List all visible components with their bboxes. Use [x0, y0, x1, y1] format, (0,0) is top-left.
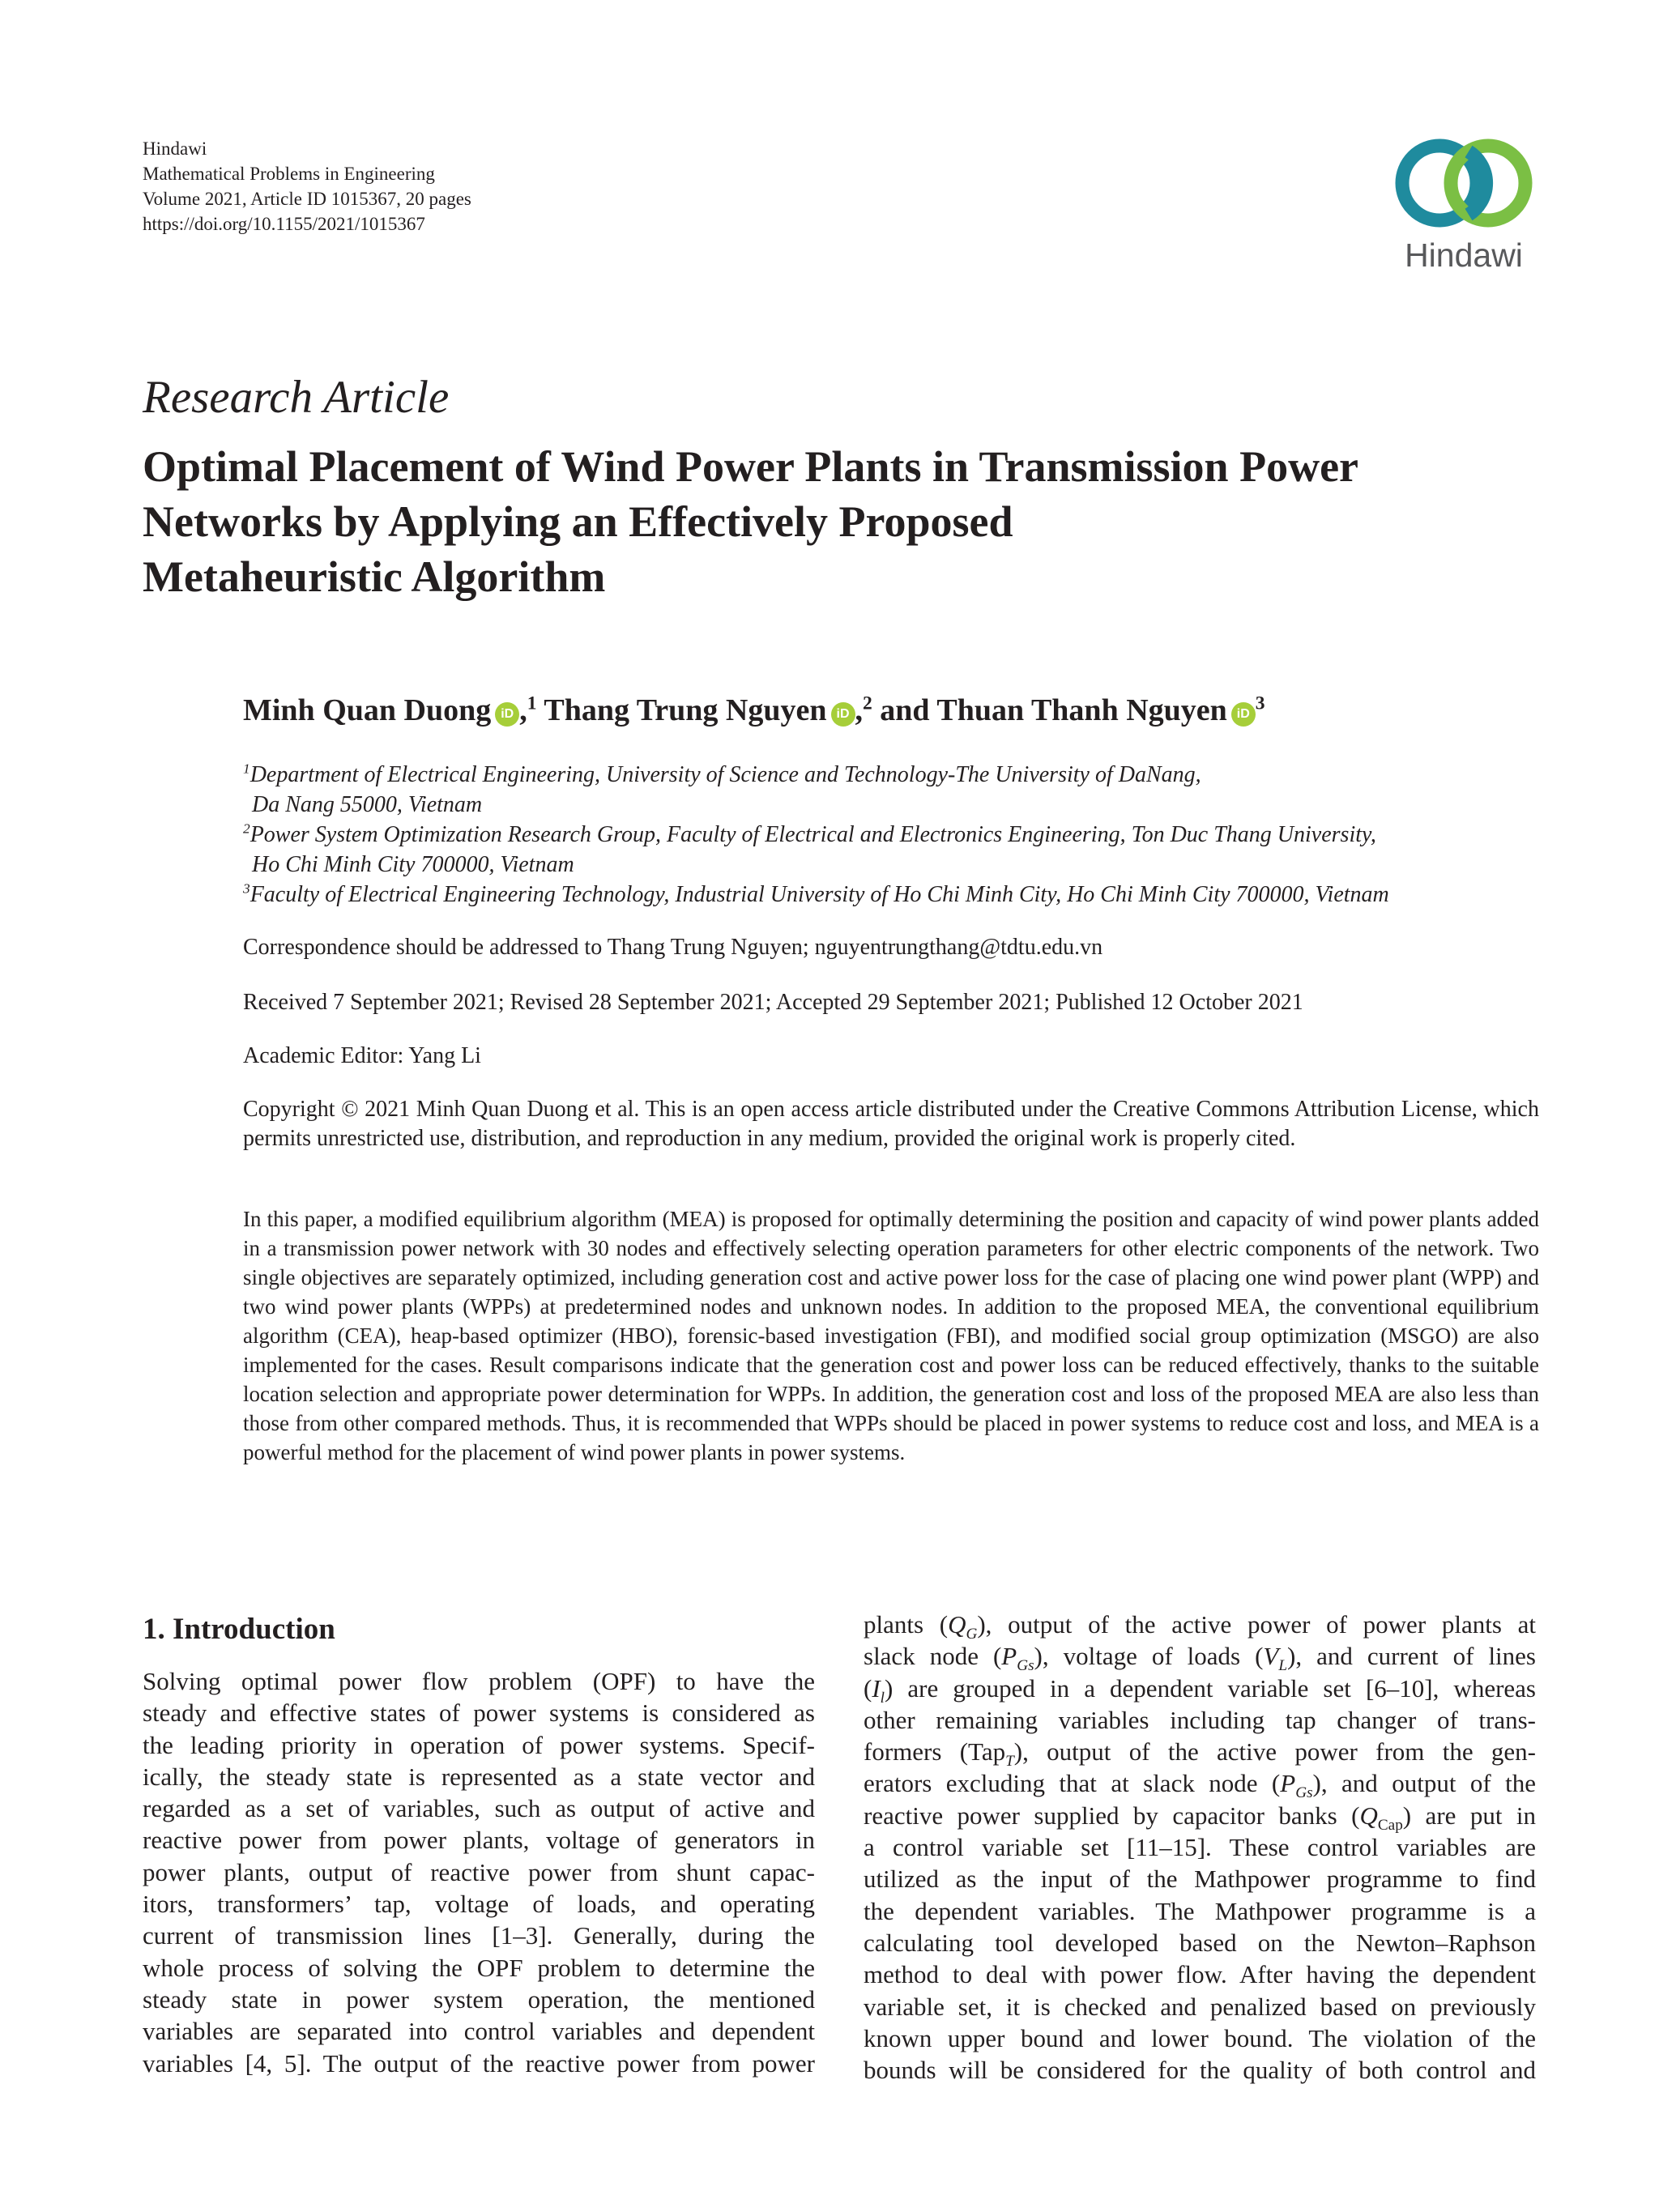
body-line: known upper bound and lower bound. The violation of the — [864, 2023, 1536, 2052]
body-line: bounds will be considered for the quality of both control and — [864, 2056, 1536, 2085]
text-run: reactive power supplied by capacitor banks ( — [864, 1801, 1360, 1830]
abstract: In this paper, a modified equilibrium algorithm (MEA) is proposed for optimally determining the position and capacity of wind power plants added in a transmission power network with 30 nodes and effectively selecting operation parameters for other electric components of the network. Two single objectives are separately optimized, including generation cost and active power loss for the case of placing one wind power plant (WPP) and two wind power plants (WPPs) at predetermined nodes and unknown nodes. In addition to the proposed MEA, the conventional equilibrium algorithm (CEA), heap-based optimizer (HBO), forensic-based investigation (FBI), and modified social group optimization (MSGO) are also implemented for the cases. Result comparisons indicate that the generation cost and power loss can be reduced effectively, thanks to the suitable location selection and appropriate power determination for WPPs. In addition, the generation cost and loss of the proposed MEA are also less than those from other compared methods. Thus, it is recommended that WPPs should be placed in power systems to reduce cost and loss, and MEA is a powerful method for the placement of wind power plants in power systems. — [243, 1207, 1539, 1464]
affiliation-text: Power System Optimization Research Group, Faculty of Electrical and Electronics Engineering, Ton Duc Thang University, — [249, 822, 1376, 847]
title-line: Metaheuristic Algorithm — [143, 552, 606, 601]
article-type: Research Article — [143, 372, 450, 423]
volume-info: Volume 2021, Article ID 1015367, 20 pages — [143, 189, 471, 209]
publisher-name: Hindawi — [143, 139, 207, 159]
affiliation-item — [243, 880, 1389, 910]
author-name: Minh Quan Duong — [243, 693, 492, 727]
author-affil-number: 1 — [527, 693, 537, 714]
doi-link[interactable]: https://doi.org/10.1155/2021/1015367 — [143, 214, 425, 234]
math-subscript: G — [966, 1626, 978, 1643]
intro-left-column — [143, 1665, 815, 2079]
text-run: ) are put in — [1402, 1801, 1536, 1830]
affiliation-text: Faculty of Electrical Engineering Technology, Industrial University of Ho Chi Minh City, Ho Chi Minh City 700000, Vietnam — [249, 882, 1389, 907]
hindawi-logo-text: Hindawi — [1405, 237, 1523, 274]
math-subscript: L — [1278, 1657, 1288, 1675]
author-separator: , — [855, 693, 864, 727]
body-line: other remaining variables including tap changer of trans- — [864, 1705, 1536, 1734]
body-line — [864, 1767, 1536, 1802]
text-run: ), output of the active power from the gen- — [1013, 1737, 1536, 1767]
body-line — [864, 1609, 1536, 1643]
math-subscript: Cap — [1377, 1816, 1403, 1834]
hindawi-logo[interactable] — [1387, 136, 1541, 275]
orcid-icon[interactable]: iD — [1231, 702, 1256, 727]
section-heading: 1. Introduction — [143, 1613, 335, 1646]
body-line: steady and effective states of power systems is considered as — [143, 1698, 815, 1728]
publication-dates: Received 7 September 2021; Revised 28 September 2021; Accepted 29 September 2021; Published 12 October 2021 — [243, 990, 1303, 1015]
journal-info — [143, 136, 471, 237]
text-run: ), and output of the — [1312, 1769, 1536, 1798]
body-line: method to deal with power flow. After having the dependent — [864, 1960, 1536, 1989]
text-run: formers (Tap — [864, 1737, 1006, 1767]
body-line — [864, 1673, 1536, 1707]
affiliation-text: Da Nang 55000, Vietnam — [252, 792, 483, 817]
math-subscript: Gs — [1295, 1784, 1313, 1802]
affiliation-item — [243, 760, 1389, 790]
body-line: whole process of solving the OPF problem to determine the — [143, 1953, 815, 1982]
author-separator: , — [519, 693, 527, 727]
affiliation-text: Department of Electrical Engineering, University of Science and Technology-The University of DaNang, — [249, 762, 1201, 787]
text-run: ), output of the active power of power plants at — [977, 1610, 1536, 1639]
body-line: steady state in power system operation, the mentioned — [143, 1984, 815, 2014]
article-title — [143, 439, 1544, 604]
math-subscript: l — [880, 1689, 885, 1707]
affiliation-item — [243, 820, 1389, 850]
math-symbol: P — [1280, 1769, 1296, 1798]
body-line — [864, 1800, 1536, 1834]
correspondence: Correspondence should be addressed to Thang Trung Nguyen; nguyentrungthang@tdtu.edu.vn — [243, 935, 1103, 960]
text-run: erators excluding that at slack node ( — [864, 1769, 1281, 1798]
text-run: ) are grouped in a dependent variable set [6–10], whereas — [885, 1673, 1536, 1703]
text-run: ), voltage of loads ( — [1034, 1642, 1264, 1671]
math-symbol: I — [872, 1673, 881, 1703]
body-line: variables [4, 5]. The output of the reactive power from power — [143, 2048, 815, 2078]
affiliation-number: 2 — [243, 820, 250, 837]
body-line — [864, 1736, 1536, 1771]
journal-name: Mathematical Problems in Engineering — [143, 164, 435, 184]
intro-right-column — [864, 1609, 1536, 2086]
text-run: slack node ( — [864, 1642, 1002, 1671]
academic-editor: Academic Editor: Yang Li — [243, 1043, 481, 1068]
body-line: power plants, output of reactive power from shunt capac- — [143, 1857, 815, 1886]
hindawi-logo-icon — [1391, 136, 1537, 233]
body-line: regarded as a set of variables, such as output of active and — [143, 1794, 815, 1823]
math-symbol: Q — [948, 1610, 966, 1639]
text-run: ( — [864, 1673, 872, 1703]
math-subscript: Gs — [1017, 1657, 1034, 1675]
author-list — [243, 693, 1265, 728]
affiliation-text: Ho Chi Minh City 700000, Vietnam — [252, 852, 574, 877]
math-symbol: P — [1001, 1642, 1017, 1671]
body-line: utilized as the input of the Mathpower programme to find — [864, 1865, 1536, 1894]
body-line: the leading priority in operation of power systems. Specif- — [143, 1730, 815, 1759]
body-line: itors, transformers’ tap, voltage of loads, and operating — [143, 1890, 815, 1919]
author-affil-number: 2 — [863, 693, 872, 714]
body-line: calculating tool developed based on the Newton–Raphson — [864, 1928, 1536, 1957]
math-symbol: Q — [1359, 1801, 1378, 1830]
body-line: reactive power from power plants, voltage of generators in — [143, 1826, 815, 1855]
affiliation-number: 3 — [243, 880, 250, 897]
affiliations — [243, 760, 1389, 910]
orcid-icon[interactable]: iD — [495, 702, 519, 727]
body-line: a control variable set [11–15]. These control variables are — [864, 1833, 1536, 1862]
body-line: the dependent variables. The Mathpower programme is a — [864, 1896, 1536, 1925]
body-line: Solving optimal power flow problem (OPF) to have the — [143, 1667, 815, 1695]
text-run: plants ( — [864, 1610, 949, 1639]
title-line: Optimal Placement of Wind Power Plants in Transmission Power — [143, 442, 1359, 491]
body-line — [864, 1640, 1536, 1675]
author-conjunction: and — [872, 693, 937, 727]
body-line: current of transmission lines [1–3]. Generally, during the — [143, 1921, 815, 1950]
copyright-notice: Copyright © 2021 Minh Quan Duong et al. This is an open access article distributed under the Creative Commons Attribution License, which permits unrestricted use, distribution, and reproduction in any medium, provided the original work is properly cited. — [243, 1097, 1539, 1151]
math-symbol: V — [1263, 1642, 1279, 1671]
author-name: Thang Trung Nguyen — [544, 693, 827, 727]
math-subscript: T — [1005, 1753, 1014, 1771]
text-run: ), and current of lines — [1287, 1642, 1536, 1671]
body-line: variable set, it is checked and penalized based on previously — [864, 1992, 1536, 2021]
body-line: variables are separated into control variables and dependent — [143, 2017, 815, 2046]
orcid-icon[interactable]: iD — [831, 702, 855, 727]
author-affil-number: 3 — [1255, 693, 1265, 714]
body-line: ically, the steady state is represented as a state vector and — [143, 1762, 815, 1791]
affiliation-number: 1 — [243, 761, 250, 777]
title-line: Networks by Applying an Effectively Proposed — [143, 497, 1013, 546]
author-name: Thuan Thanh Nguyen — [936, 693, 1227, 727]
